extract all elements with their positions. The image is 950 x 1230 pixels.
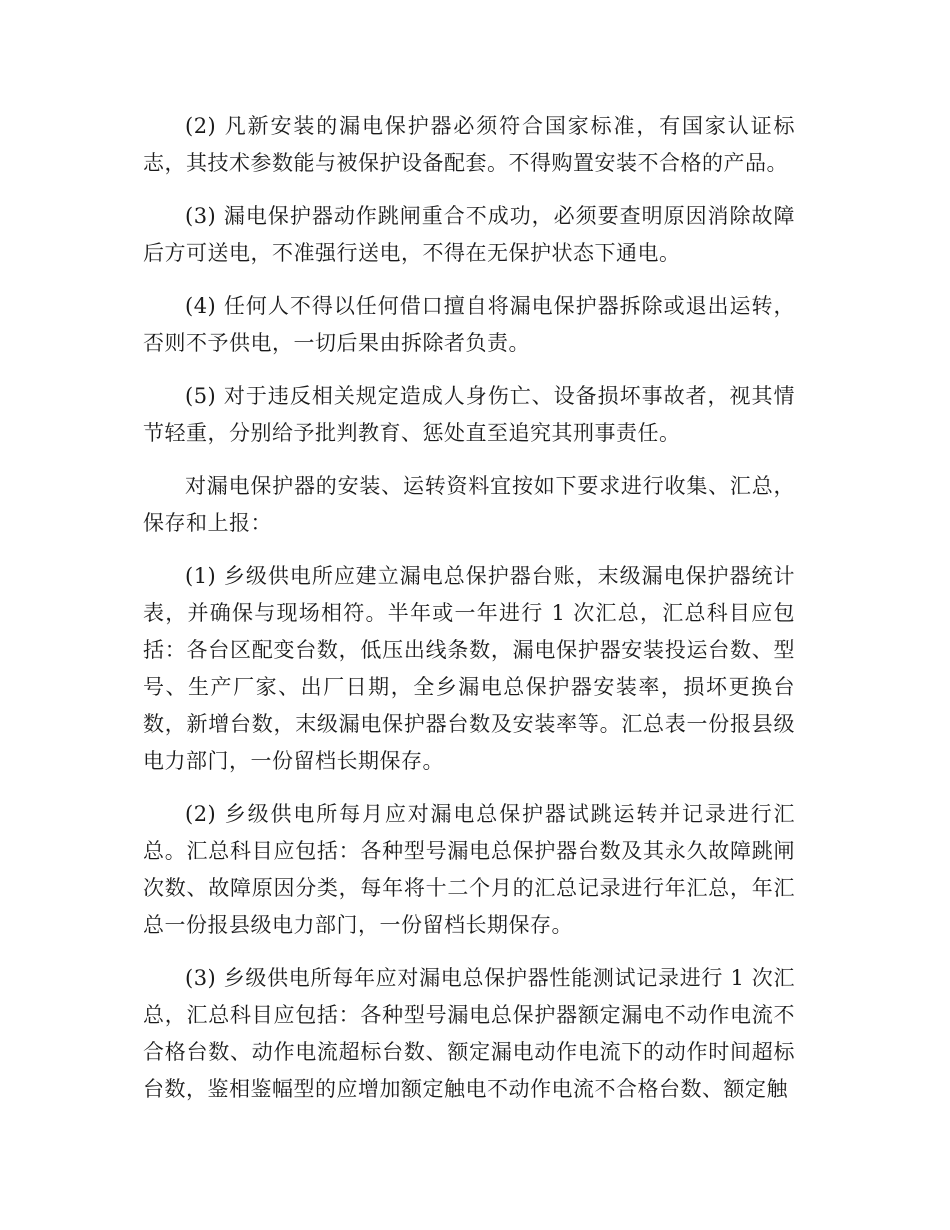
paragraph: (2) 乡级供电所每月应对漏电总保护器试跳运转并记录进行汇总。汇总科目应包括：各种型号漏电总保护器台数及其永久故障跳闸次数、故障原因分类，每年将十二个月的汇总记录进行年汇总，年汇总一份报县级电力部门，一份留档长期保存。 [143,802,795,937]
document-page [143,108,795,1124]
paragraph: (3) 乡级供电所每年应对漏电总保护器性能测试记录进行 1 次汇总，汇总科目应包括：各种型号漏电总保护器额定漏电不动作电流不合格台数、动作电流超标台数、额定漏电动作电流下的动作时间超标台数，鉴相鉴幅型的应增加额定触电不动作电流不合格台数、额定触 [143,966,795,1101]
paragraph: (1) 乡级供电所应建立漏电总保护器台账，末级漏电保护器统计表，并确保与现场相符。半年或一年进行 1 次汇总，汇总科目应包括：各台区配变台数，低压出线条数，漏电保护器安装投运台数、型号、生产厂家、出厂日期，全乡漏电总保护器安装率，损坏更换台数，新增台数，末级漏电保护器台数及安装率等。汇总表一份报县级电力部门，一份留档长期保存。 [143,564,795,773]
paragraph: (3) 漏电保护器动作跳闸重合不成功，必须要查明原因消除故障后方可送电，不准强行送电，不得在无保护状态下通电。 [143,204,795,265]
paragraph: (2) 凡新安装的漏电保护器必须符合国家标准，有国家认证标志，其技术参数能与被保护设备配套。不得购置安装不合格的产品。 [143,114,795,175]
paragraph: (4) 任何人不得以任何借口擅自将漏电保护器拆除或退出运转，否则不予供电，一切后果由拆除者负责。 [143,294,795,355]
paragraph: 对漏电保护器的安装、运转资料宜按如下要求进行收集、汇总，保存和上报： [143,474,795,535]
paragraph: (5) 对于违反相关规定造成人身伤亡、设备损坏事故者，视其情节轻重，分别给予批判教育、惩处直至追究其刑事责任。 [143,384,795,445]
